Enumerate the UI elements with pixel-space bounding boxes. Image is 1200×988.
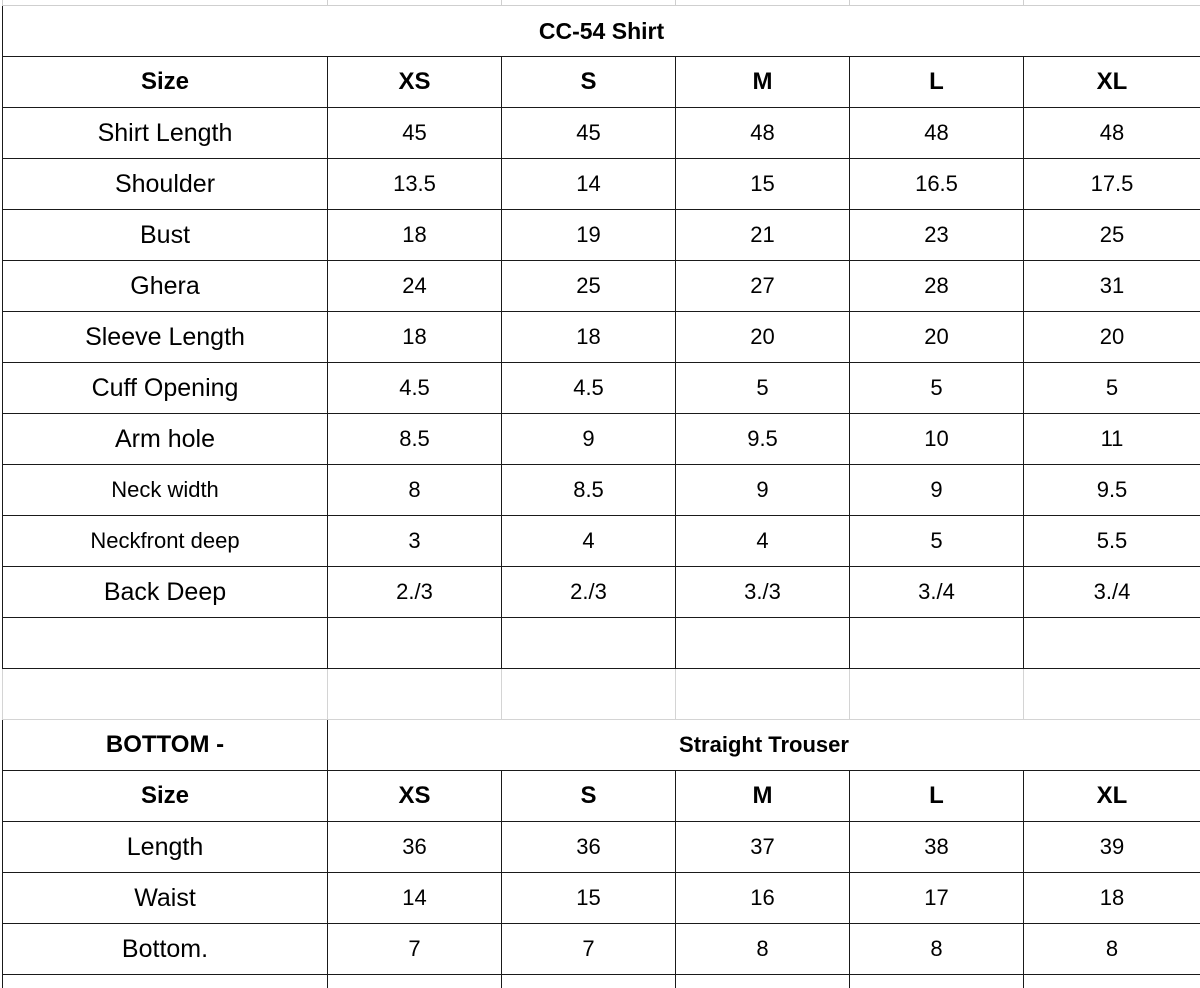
table-cell: 9 — [502, 414, 676, 465]
empty-cell — [3, 618, 328, 669]
row-label: Neckfront deep — [3, 516, 328, 567]
table-row — [3, 873, 1200, 924]
gap-row — [3, 669, 1200, 720]
table-cell: 9 — [676, 465, 850, 516]
row-label: Shoulder — [3, 159, 328, 210]
table-cell: 3./3 — [676, 567, 850, 618]
table-cell: 3./4 — [1024, 567, 1200, 618]
table-cell: 8 — [676, 924, 850, 975]
row-label: Bottom. — [3, 924, 328, 975]
table-cell: 4.5 — [328, 363, 502, 414]
empty-cell — [850, 975, 1024, 988]
table-cell: 19 — [502, 210, 676, 261]
table-cell: 14 — [328, 873, 502, 924]
table-row — [3, 516, 1200, 567]
table-row — [3, 822, 1200, 873]
row-label: Neck width — [3, 465, 328, 516]
empty-cell — [676, 618, 850, 669]
table-cell: 8 — [850, 924, 1024, 975]
empty-cell — [328, 975, 502, 988]
table-cell: 31 — [1024, 261, 1200, 312]
size-m-header: M — [676, 57, 850, 108]
table-cell: 9.5 — [676, 414, 850, 465]
table-cell: 25 — [1024, 210, 1200, 261]
shirt-header-row — [3, 57, 1200, 108]
table-row — [3, 210, 1200, 261]
table-cell: 18 — [502, 312, 676, 363]
table-cell: 23 — [850, 210, 1024, 261]
table-cell: 48 — [676, 108, 850, 159]
empty-cell — [502, 618, 676, 669]
table-cell: 27 — [676, 261, 850, 312]
table-cell: 5.5 — [1024, 516, 1200, 567]
table-cell: 20 — [1024, 312, 1200, 363]
empty-cell — [328, 618, 502, 669]
size-chart-table — [2, 0, 1200, 988]
table-cell: 37 — [676, 822, 850, 873]
shirt-title: CC-54 Shirt — [3, 6, 1200, 57]
table-row — [3, 465, 1200, 516]
table-cell: 16.5 — [850, 159, 1024, 210]
row-label: Bust — [3, 210, 328, 261]
table-cell: 8 — [328, 465, 502, 516]
row-label: Length — [3, 822, 328, 873]
table-row — [3, 261, 1200, 312]
grid-cell — [850, 669, 1024, 720]
table-cell: 16 — [676, 873, 850, 924]
empty-row — [3, 618, 1200, 669]
table-cell: 13.5 — [328, 159, 502, 210]
table-cell: 4 — [676, 516, 850, 567]
table-cell: 18 — [328, 210, 502, 261]
table-row — [3, 567, 1200, 618]
table-cell: 5 — [850, 516, 1024, 567]
size-l-header: L — [850, 57, 1024, 108]
size-xl-header: XL — [1024, 771, 1200, 822]
empty-cell — [676, 975, 850, 988]
row-label: Arm hole — [3, 414, 328, 465]
table-cell: 8.5 — [328, 414, 502, 465]
table-cell: 38 — [850, 822, 1024, 873]
table-cell: 11 — [1024, 414, 1200, 465]
table-cell: 4.5 — [502, 363, 676, 414]
table-cell: 2./3 — [328, 567, 502, 618]
grid-cell — [3, 669, 328, 720]
table-cell: 15 — [676, 159, 850, 210]
bottom-label: BOTTOM - — [3, 720, 328, 771]
table-cell: 45 — [502, 108, 676, 159]
size-header: Size — [3, 771, 328, 822]
table-cell: 2./3 — [502, 567, 676, 618]
table-cell: 5 — [676, 363, 850, 414]
empty-cell — [1024, 618, 1200, 669]
size-xs-header: XS — [328, 771, 502, 822]
row-label: Cuff Opening — [3, 363, 328, 414]
table-cell: 15 — [502, 873, 676, 924]
table-cell: 18 — [328, 312, 502, 363]
row-label: Back Deep — [3, 567, 328, 618]
table-cell: 18 — [1024, 873, 1200, 924]
table-cell: 48 — [850, 108, 1024, 159]
empty-cell — [3, 975, 328, 988]
table-cell: 4 — [502, 516, 676, 567]
table-cell: 8 — [1024, 924, 1200, 975]
table-row — [3, 159, 1200, 210]
table-cell: 20 — [850, 312, 1024, 363]
size-l-header: L — [850, 771, 1024, 822]
size-s-header: S — [502, 57, 676, 108]
table-cell: 5 — [1024, 363, 1200, 414]
bottom-title-row — [3, 720, 1200, 771]
empty-cell — [502, 975, 676, 988]
size-s-header: S — [502, 771, 676, 822]
table-cell: 36 — [502, 822, 676, 873]
row-label: Waist — [3, 873, 328, 924]
bottom-title: Straight Trouser — [328, 720, 1200, 771]
grid-cell — [502, 669, 676, 720]
row-label: Shirt Length — [3, 108, 328, 159]
table-cell: 7 — [502, 924, 676, 975]
table-cell: 7 — [328, 924, 502, 975]
size-m-header: M — [676, 771, 850, 822]
row-label: Ghera — [3, 261, 328, 312]
table-cell: 24 — [328, 261, 502, 312]
table-cell: 17.5 — [1024, 159, 1200, 210]
table-cell: 45 — [328, 108, 502, 159]
table-cell: 39 — [1024, 822, 1200, 873]
size-xl-header: XL — [1024, 57, 1200, 108]
table-cell: 25 — [502, 261, 676, 312]
table-row — [3, 924, 1200, 975]
empty-cell — [1024, 975, 1200, 988]
table-cell: 9.5 — [1024, 465, 1200, 516]
grid-cell — [676, 669, 850, 720]
row-label: Sleeve Length — [3, 312, 328, 363]
size-header: Size — [3, 57, 328, 108]
table-cell: 3 — [328, 516, 502, 567]
table-cell: 3./4 — [850, 567, 1024, 618]
table-cell: 9 — [850, 465, 1024, 516]
table-row — [3, 363, 1200, 414]
table-cell: 5 — [850, 363, 1024, 414]
bottom-header-row — [3, 771, 1200, 822]
empty-row — [3, 975, 1200, 988]
table-cell: 8.5 — [502, 465, 676, 516]
table-cell: 10 — [850, 414, 1024, 465]
shirt-title-row — [3, 6, 1200, 57]
table-cell: 21 — [676, 210, 850, 261]
grid-cell — [328, 669, 502, 720]
table-cell: 48 — [1024, 108, 1200, 159]
table-cell: 28 — [850, 261, 1024, 312]
empty-cell — [850, 618, 1024, 669]
grid-cell — [1024, 669, 1200, 720]
size-xs-header: XS — [328, 57, 502, 108]
table-cell: 17 — [850, 873, 1024, 924]
table-cell: 14 — [502, 159, 676, 210]
table-cell: 36 — [328, 822, 502, 873]
table-row — [3, 312, 1200, 363]
table-row — [3, 414, 1200, 465]
table-row — [3, 108, 1200, 159]
table-cell: 20 — [676, 312, 850, 363]
